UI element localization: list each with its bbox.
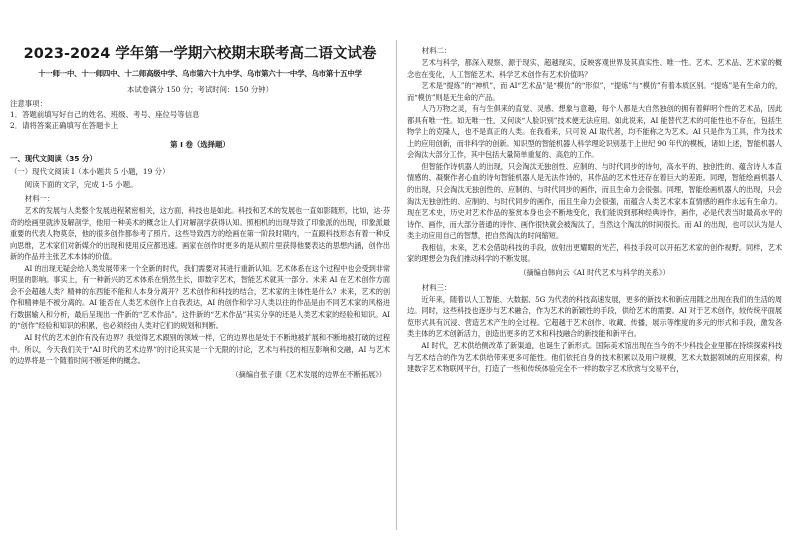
instruction-text: 阅读下面的文字，完成 1-5 小题。 [24, 180, 138, 189]
body-paragraph: AI 的出现无疑会给人类发展带来一个全新的时代，我们需要对其进行重新认知。艺术体系在这个过程中也会受到非常明显的影响。事实上，有一种新兴的艺术体系在悄然生长，即数字艺术，智能艺术就其一部分。未来 AI 在艺术创作方面会不会超越人类？精神的东西能不能和人本身分离开？艺术创作和科技的结合，艺术家的主体性是什么？未来，艺术的创作和精神是不被分离的。AI 能否在人类艺术创作上自我表达，AI 的创作和学习人类以往的作品是由不同艺术家的风格进行数据输入和分析，最后呈现出一件新的“艺术作品”。这件新的“艺术作品”其实分享的还是人类艺术家的经验和知识。AI 的“创作”经验和知识的积累，也必须经由人类对它们的规划和判断。 [10, 263, 390, 331]
body-paragraph: 近年来，随着以人工智能、大数据、5G 为代表的科技高速发展，更多的新技术和新应用随之出现在我们的生活的周边。同时，这些科技也逐步与艺术融合，作为艺术的新颖性的手段，供给艺术的需要。AI 对于艺术创作，较传统平面展览形式具有沉浸、营造艺术产生的全过程。它超越于艺术创作、收藏、传播，展示等维度的多元的形式和手段，激发各类主体的艺术创新活力，创造出更多的艺术和科技融合的新技能和新平台。 [407, 294, 782, 339]
body-paragraph: 我相信，未来，艺术会借助科技的手段，放射出更耀眼的光芒，科技手段可以开拓艺术家的创作视野。同样，艺术家的理想会为我们推动科学的不断发展。 [407, 242, 782, 264]
body-paragraph: AI 时代，艺术供给侧改革了新渠道，也诞生了新形式。国际美术馆出现在当今的不少科技企业里都在持续探索科技与艺术结合的作为艺术供给带来更多可能性。他们依托自身的技术积累以及用户规模，艺术大数据领域的应用探索，构建数字艺术物联网平台，打造了一些和传统体验完全不一样的数字艺术欣赏与交易平台， [407, 341, 782, 374]
exam-title: 2023-2024 学年第一学期六校期末联考高二语文试卷 [23, 46, 377, 62]
source-citation: （摘编自韩向云《AI 时代艺术与科学的关系》） [519, 267, 670, 277]
note-item: 1．答题前填写好自己的姓名、班级、考号、座位号等信息 [10, 110, 200, 119]
school-list: 十一师一中、十一师四中、十二师高级中学、乌市第六十九中学、乌市第六十一中学、乌市第十五中学 [38, 69, 362, 78]
exam-meta: 本试卷满分 150 分；考试时间：150 分钟） [126, 85, 274, 94]
body-paragraph: 艺术是“提炼”的“神机”，而 AI“艺术品”是“模仿”的“形似”，“提炼”与“模仿”有着本质区别。“提炼”是有生命力的，而“模仿”则是无生命的产品。 [407, 81, 782, 102]
right-column [407, 45, 782, 375]
subsection-heading: （一）现代文阅读 I（本小题共 5 小题，19 分） [10, 167, 170, 176]
note-item: 2．请将答案正确填写在答题卡上 [10, 121, 119, 130]
section-heading: 一、现代文阅读（35 分） [10, 154, 97, 163]
body-paragraph: 但智能作诗机器人的出现，只会淘汰无独创性、应制的、与时代同步的诗句，高水平的、独创性的、蕴含诗人本直情感的、凝聚作者心血的诗句智能机器人是无法作诗的，其作品的艺术性还存在着巨大的差距。同理，智能绘画机器人的出现，只会淘汰无独创性的、应制的、与时代同步的画作，而且生命力会很强。同理，智能绘画机器人的出现，只会淘汰无独创性的、应制的、与时代同步的画作，而且生命力会很强，而蕴含人类艺术家本直情感的画作永远有生命力。现在艺术史，历史对艺术作品的鉴赏本身也会不断地变化，我们能说到那种经典诗作，画作，必是代表当时最高水平的诗作、画作，而大部分普通的诗作、画作很快就会被淘汰了，当然这个淘汰的时间很长。而 AI 的出现，也可以认为是人类主动应用自己的智慧，把自然淘汰的时间缩短。 [407, 161, 782, 241]
body-paragraph: AI 时代的艺术创作有没有边界？我觉得艺术跟别的领域一样，它的边界也是处于不断地被扩展和不断地被打破的过程中。所以，今天我们关于“AI 时代的艺术边界”的讨论其实是一个无限的讨论，艺术与科技的相互影响和交融，AI 与艺术的边界将是一个随着时间不断延伸的概念。 [10, 333, 390, 366]
body-paragraph: 人乃万物之灵，有与生俱来的直觉、灵感、想象与意趣，每个人都是大自然独创的拥有着鲜明个性的艺术品，因此都具有唯一性。如无唯一性，又何谈“人脸识别”技术便无法应用。如此说来，AI 能替代艺术的可能性也不存在，包括生物学上的克隆人，也不是真正的人类。在我看来，只可说 AI 取代者，均不能称之为艺术。AI 只是作为工具，作为技术上的应用创新，而非科学的创新。知识型的智能机器人科学理论识别基于上世纪 90 年代的模板，诸如上述，智能机器人会淘汰大部分工作，其中包括大量简单重复的、高危的工作。 [407, 104, 782, 160]
left-column [10, 45, 390, 381]
source-citation: （摘编自张子康《艺术发展的边界在不断拓展》） [231, 369, 386, 379]
material-label: 材料二： [421, 46, 452, 55]
body-paragraph: 艺术与科学，都深入观察、源于现实，超越现实，反映客观世界及其真实性、唯一性。艺术、艺术品、艺术家的概念也在变化，人工智能艺术、科学艺术创作有艺术价值吗？ [407, 58, 782, 79]
body-paragraph: 艺术的发展与人类整个发展进程紧密相关，这方面，科技也是如此。科技和艺术的发展也一直如影随形，比如，达·芬奇的绘画里就涉及解剖学，他用一种美术的概念让人们对解剖学获得认知。照相机的出现导致了印象派的出现，印象派最重要的代表人物莫奈，他的很多创作都参考了照片。这些导致西方的绘画在第一阶段时期内，一直跟科技形态有着一种反向思维，艺术家们对新媒介的出现和使用反应都迅速。画家在创作时更多的是从照片里获得他要表达的思想内涵，创作出新的作品并主张艺术本体的价值。 [10, 206, 390, 262]
material-label: 材料三： [421, 282, 452, 292]
notes-heading: 注意事项： [10, 99, 47, 108]
volume-title: 第 I 卷（选择题） [170, 140, 230, 149]
material-label: 材料一： [24, 194, 55, 203]
column-divider [396, 40, 397, 530]
